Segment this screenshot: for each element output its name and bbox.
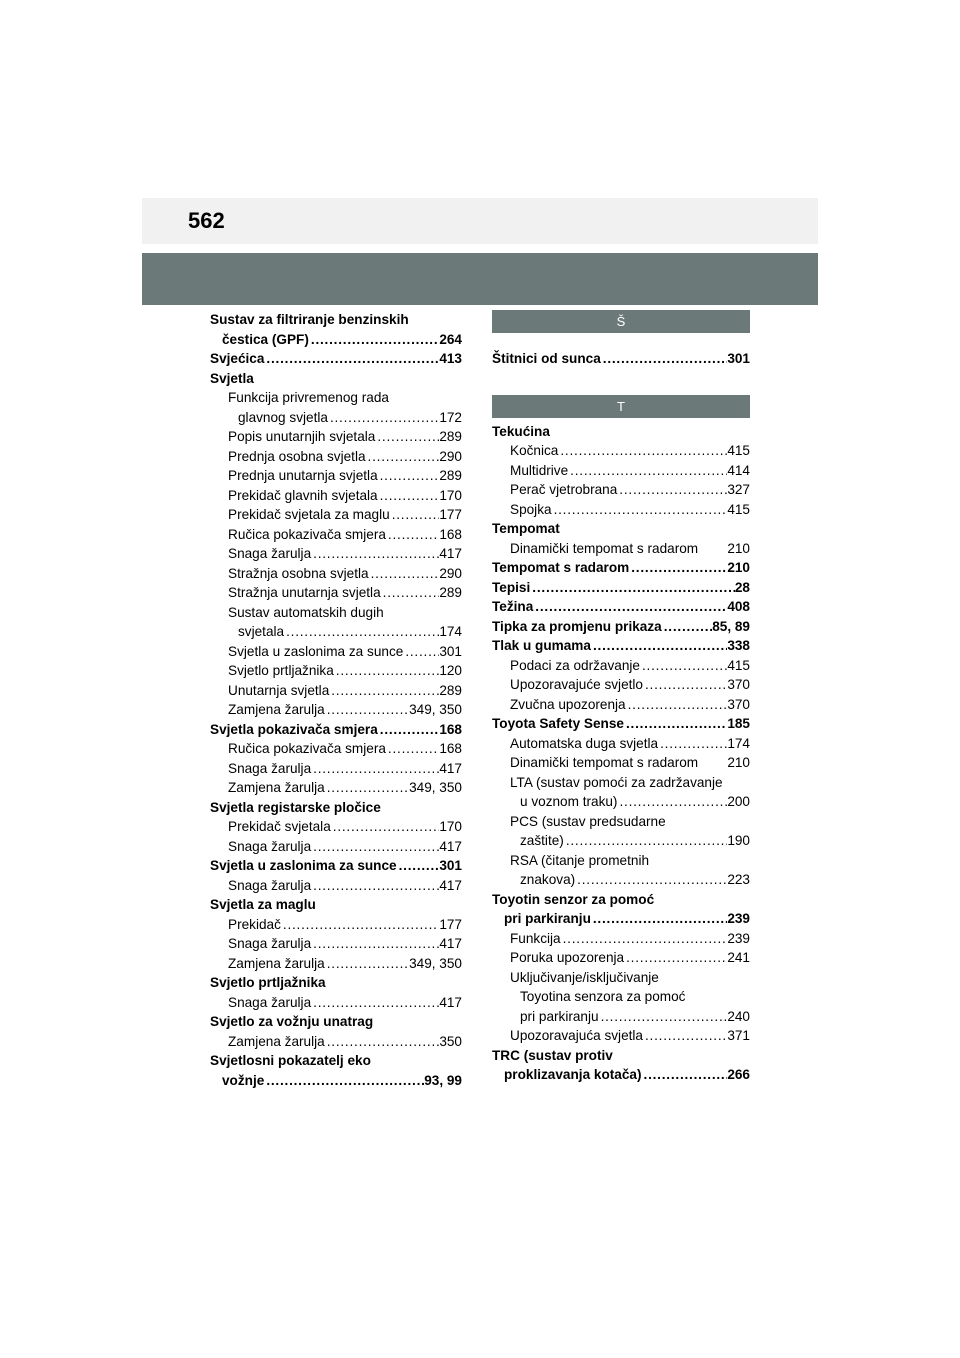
index-entry: [210, 895, 462, 915]
page-number: 562: [188, 208, 225, 233]
index-entry-text: Tipka za promjenu prikaza: [492, 618, 662, 634]
index-entry-page: 223: [727, 872, 750, 887]
header-band: [142, 198, 818, 244]
index-entry-text: Zvučna upozorenja: [510, 696, 626, 712]
index-entry-page: 93, 99: [424, 1072, 462, 1088]
index-entry-page: 210: [727, 560, 750, 575]
dot-leader: [561, 929, 728, 949]
index-entry: [492, 558, 750, 578]
index-entry: [492, 480, 750, 500]
index-entry: [492, 461, 750, 481]
index-entry: [210, 778, 462, 798]
index-entry: [492, 422, 750, 442]
index-entry-text: Snaga žarulja: [228, 877, 312, 893]
dot-leader: [264, 349, 439, 369]
index-entry-page: 289: [439, 429, 462, 444]
dot-leader: [629, 558, 727, 578]
dot-leader: [284, 622, 439, 642]
dot-leader: [325, 954, 409, 974]
index-entry-text: Snaga žarulja: [228, 994, 312, 1010]
index-entry-text: u voznom traku): [520, 794, 618, 809]
index-entry: [210, 544, 462, 564]
index-entry: [492, 753, 750, 773]
dot-leader: [643, 675, 727, 695]
index-entry: [210, 856, 462, 876]
index-entry: [492, 539, 750, 559]
dot-leader: [626, 695, 728, 715]
dot-leader: [617, 480, 727, 500]
dot-leader: [366, 447, 440, 467]
dot-leader: [369, 564, 440, 584]
index-entry-text: Svjetlo za vožnju unatrag: [210, 1014, 374, 1029]
index-entry-text: Snaga žarulja: [228, 838, 312, 854]
index-entry: [210, 447, 462, 467]
index-entry: [210, 603, 462, 623]
dot-leader: [601, 349, 728, 369]
index-entry: [210, 1012, 462, 1032]
index-entry-text: Prekidač svjetala za maglu: [228, 507, 390, 522]
index-entry: [492, 636, 750, 656]
index-entry-text: Zamjena žarulja: [228, 1033, 325, 1049]
index-entry-text: Prekidač: [228, 916, 281, 932]
index-entry-text: Upozoravajuća svjetla: [510, 1028, 643, 1043]
index-entry-text: Uključivanje/isključivanje: [510, 969, 659, 985]
index-entry-text: Svjetlo prtljažnika: [228, 663, 334, 678]
index-entry-text: Tempomat s radarom: [492, 560, 630, 575]
dot-leader: [311, 934, 439, 954]
index-entry-text: Svjetla u zaslonima za sunce: [210, 858, 397, 873]
index-entry-text: Unutarnja svjetla: [228, 682, 330, 698]
index-entry-page: 301: [439, 858, 462, 873]
index-entry-text: proklizavanja kotača): [504, 1067, 642, 1082]
index-column-left: [210, 310, 462, 1090]
index-entry-text: vožnje: [222, 1072, 265, 1088]
dot-leader: [331, 817, 440, 837]
index-entry: [210, 661, 462, 681]
index-entry-page: 240: [727, 1008, 750, 1024]
index-entry-text: Stražnja osobna svjetla: [228, 565, 369, 581]
index-entry: [210, 720, 462, 740]
index-entry: [210, 700, 462, 720]
index-entry: [210, 349, 462, 369]
index-entry-text: Snaga žarulja: [228, 546, 312, 561]
index-entry-text: Popis unutarnjih svjetala: [228, 429, 376, 444]
index-entry: [492, 812, 750, 832]
index-entry-page: 168: [439, 526, 462, 542]
index-entry-page: 210: [727, 755, 750, 770]
index-list-s: [492, 349, 750, 369]
dot-leader: [643, 1026, 727, 1046]
index-entry: [492, 1026, 750, 1046]
index-entry-page: 415: [727, 501, 750, 517]
index-entry: [210, 681, 462, 701]
index-entry-text: Sustav za filtriranje benzinskih: [210, 312, 409, 327]
index-entry-page: 170: [439, 487, 462, 503]
dot-leader: [386, 525, 439, 545]
index-entry-text: Funkcija: [510, 930, 561, 946]
index-entry: [210, 954, 462, 974]
index-entry: [492, 948, 750, 968]
dot-leader: [311, 993, 439, 1013]
index-entry: [210, 369, 462, 389]
index-entry: [492, 968, 750, 988]
index-entry-text: Dinamički tempomat s radarom: [510, 755, 699, 770]
dot-leader: [568, 461, 727, 481]
index-entry: [210, 330, 462, 350]
index-entry: [210, 642, 462, 662]
index-entry-page: 349, 350: [409, 780, 462, 795]
index-entry-page: 415: [727, 657, 750, 673]
index-entry: [492, 851, 750, 871]
index-entry-page: 408: [727, 599, 750, 614]
dot-leader: [599, 1007, 728, 1027]
index-entry-text: Podaci za održavanje: [510, 657, 640, 673]
index-entry-page: 290: [439, 448, 462, 464]
index-entry-text: Sustav automatskih dugih: [228, 604, 384, 620]
index-entry-page: 414: [727, 462, 750, 478]
dot-leader: [403, 642, 439, 662]
index-entry: [492, 675, 750, 695]
dot-leader: [328, 408, 439, 428]
index-entry: [492, 734, 750, 754]
index-entry: [210, 427, 462, 447]
index-entry: [210, 1051, 462, 1071]
index-entry-text: Svjetla u zaslonima za sunce: [228, 643, 404, 659]
index-list-left: [210, 310, 462, 1090]
index-entry-page: 289: [439, 468, 462, 483]
index-entry: [492, 1065, 750, 1085]
index-entry-page: 417: [439, 760, 462, 776]
index-entry-text: Svjetla pokazivača smjera: [210, 721, 378, 737]
index-entry-page: 289: [439, 682, 462, 698]
index-entry-text: Težina: [492, 599, 534, 614]
index-entry-page: 417: [439, 877, 462, 893]
dot-leader: [378, 486, 440, 506]
dot-leader: [640, 656, 727, 676]
index-entry: [492, 656, 750, 676]
index-entry: [492, 987, 750, 1007]
index-entry-text: Prekidač svjetala: [228, 819, 331, 834]
dot-leader: [390, 505, 440, 525]
dot-leader: [325, 700, 409, 720]
index-entry-page: 349, 350: [409, 955, 462, 971]
dot-leader: [591, 909, 727, 929]
dot-leader: [386, 739, 439, 759]
index-entry-page: 413: [439, 351, 462, 366]
index-entry: [210, 388, 462, 408]
index-entry: [492, 500, 750, 520]
index-entry-text: Prednja unutarnja svjetla: [228, 468, 378, 483]
dot-leader: [375, 427, 439, 447]
dot-leader: [311, 837, 439, 857]
index-entry: [492, 870, 750, 890]
index-entry-page: 190: [727, 833, 750, 848]
index-entry-page: 85, 89: [712, 618, 750, 634]
index-entry-text: svjetala: [238, 624, 285, 639]
index-entry: [492, 617, 750, 637]
index-entry: [492, 695, 750, 715]
index-entry: [210, 525, 462, 545]
dot-leader: [530, 578, 735, 598]
index-entry-page: 239: [727, 911, 750, 926]
index-entry-text: Dinamički tempomat s radarom: [510, 540, 699, 556]
dot-leader: [564, 831, 727, 851]
index-entry-text: Prednja osobna svjetla: [228, 448, 366, 464]
index-entry-text: Zamjena žarulja: [228, 955, 325, 971]
index-entry: [492, 909, 750, 929]
dot-leader: [329, 681, 439, 701]
index-entry-page: 266: [727, 1067, 750, 1082]
index-entry: [210, 876, 462, 896]
index-entry-page: 349, 350: [409, 702, 462, 717]
dot-leader: [397, 856, 440, 876]
index-entry-text: Spojka: [510, 501, 552, 517]
index-entry-text: Snaga žarulja: [228, 760, 312, 776]
index-entry-page: 290: [439, 565, 462, 581]
section-header-t: T: [492, 395, 750, 418]
dot-leader: [642, 1065, 728, 1085]
dot-leader: [624, 948, 727, 968]
index-entry: [210, 915, 462, 935]
index-entry: [492, 349, 750, 369]
index-entry: [492, 1007, 750, 1027]
index-entry: [492, 714, 750, 734]
index-entry: [210, 739, 462, 759]
index-entry-text: Svjećica: [210, 351, 265, 366]
index-entry-text: Tempomat: [492, 521, 560, 536]
index-entry-text: Svjetlo prtljažnika: [210, 975, 326, 990]
dot-leader: [309, 330, 439, 350]
index-entry: [210, 993, 462, 1013]
index-entry-page: 301: [727, 351, 750, 366]
dot-leader: [558, 441, 727, 461]
index-entry: [210, 817, 462, 837]
index-entry: [210, 1071, 462, 1091]
dot-leader: [378, 466, 440, 486]
dot-leader: [325, 1032, 440, 1052]
index-entry: [210, 486, 462, 506]
index-entry: [210, 934, 462, 954]
dot-leader: [381, 583, 440, 603]
dot-leader: [575, 870, 727, 890]
index-list-t: [492, 422, 750, 1085]
index-entry: [210, 798, 462, 818]
index-entry-text: PCS (sustav predsudarne: [510, 813, 666, 829]
index-entry-text: Poruka upozorenja: [510, 950, 625, 965]
index-entry-page: 185: [727, 716, 750, 731]
index-entry-page: 172: [439, 409, 462, 425]
index-entry-text: Toyota Safety Sense: [492, 716, 624, 731]
index-entry: [210, 505, 462, 525]
index-entry: [492, 578, 750, 598]
index-entry-text: Štitnici od sunca: [492, 351, 601, 366]
index-entry-page: 264: [439, 331, 462, 347]
index-entry-page: 417: [439, 994, 462, 1010]
index-entry-text: Multidrive: [510, 462, 569, 478]
index-entry: [210, 837, 462, 857]
index-column-right: [492, 310, 750, 1085]
index-entry-text: Funkcija privremenog rada: [228, 390, 389, 405]
index-entry-page: 417: [439, 546, 462, 561]
index-entry-page: 241: [727, 950, 750, 965]
index-entry-page: 170: [439, 819, 462, 834]
index-entry-text: Toyotina senzora za pomoć: [520, 989, 686, 1004]
index-entry-text: Zamjena žarulja: [228, 780, 325, 795]
index-entry-text: Automatska duga svjetla: [510, 735, 659, 751]
index-entry-page: 370: [727, 677, 750, 692]
index-entry-text: Prekidač glavnih svjetala: [228, 487, 378, 503]
dot-leader: [533, 597, 727, 617]
index-entry-text: Svjetla registarske pločice: [210, 799, 381, 815]
index-entry-page: 338: [727, 638, 750, 653]
index-entry-page: 417: [439, 936, 462, 951]
index-entry-page: 239: [727, 930, 750, 946]
index-entry-page: 174: [439, 624, 462, 639]
index-entry-page: 168: [439, 741, 462, 756]
index-entry-page: 370: [727, 696, 750, 712]
title-bar: [142, 253, 818, 305]
index-entry-text: pri parkiranju: [520, 1008, 599, 1024]
index-entry-page: 417: [439, 838, 462, 854]
dot-leader: [264, 1071, 424, 1091]
index-entry: [492, 792, 750, 812]
index-entry-text: Kočnica: [510, 443, 559, 458]
index-entry-text: pri parkiranju: [504, 911, 591, 926]
index-entry-page: 350: [439, 1033, 462, 1049]
index-entry: [210, 466, 462, 486]
index-entry-text: Svjetla za maglu: [210, 897, 316, 912]
index-entry-text: TRC (sustav protiv: [492, 1047, 613, 1063]
index-entry-page: 210: [727, 540, 750, 556]
index-entry-text: Svjetlosni pokazatelj eko: [210, 1053, 371, 1068]
dot-leader: [334, 661, 440, 681]
index-entry-text: Tekućina: [492, 423, 550, 439]
index-entry-page: 415: [727, 443, 750, 458]
dot-leader: [591, 636, 727, 656]
index-entry-text: čestica (GPF): [222, 331, 309, 347]
index-entry-text: Tepisi: [492, 579, 531, 595]
index-entry: [492, 441, 750, 461]
index-entry-page: 177: [439, 507, 462, 522]
index-entry-page: 174: [727, 735, 750, 751]
section-header-s: Š: [492, 310, 750, 333]
index-entry-text: Svjetla: [210, 370, 254, 386]
index-entry: [210, 622, 462, 642]
index-entry-text: Upozoravajuće svjetlo: [510, 677, 643, 692]
index-entry: [210, 310, 462, 330]
dot-leader: [617, 792, 727, 812]
index-entry: [492, 831, 750, 851]
dot-leader: [311, 876, 439, 896]
dot-leader: [311, 544, 439, 564]
index-entry-page: 289: [439, 585, 462, 600]
dot-leader: [325, 778, 409, 798]
index-entry-page: 200: [727, 794, 750, 809]
index-entry-text: RSA (čitanje prometnih: [510, 852, 650, 868]
dot-leader: [662, 617, 712, 637]
index-entry-text: Stražnja unutarnja svjetla: [228, 585, 381, 600]
index-entry-text: znakova): [520, 872, 576, 887]
index-entry-text: glavnog svjetla: [238, 409, 328, 425]
dot-leader: [378, 720, 440, 740]
index-entry-page: 28: [734, 579, 750, 595]
index-entry: [210, 973, 462, 993]
index-entry: [210, 583, 462, 603]
index-entry-text: Zamjena žarulja: [228, 702, 325, 717]
index-entry-text: LTA (sustav pomoći za zadržavanje: [510, 774, 723, 790]
index-entry-page: 371: [727, 1028, 750, 1043]
index-entry-text: Ručica pokazivača smjera: [228, 741, 386, 756]
index-entry-page: 327: [727, 482, 750, 497]
index-entry-page: 301: [439, 643, 462, 659]
index-entry: [210, 408, 462, 428]
index-entry-text: Perač vjetrobrana: [510, 482, 618, 497]
index-entry-text: Ručica pokazivača smjera: [228, 526, 386, 542]
index-entry: [492, 890, 750, 910]
dot-leader: [311, 759, 439, 779]
index-entry: [210, 759, 462, 779]
index-entry-text: zaštite): [520, 833, 564, 848]
index-entry: [492, 1046, 750, 1066]
dot-leader: [658, 734, 727, 754]
index-entry: [210, 564, 462, 584]
index-entry-page: 168: [439, 721, 462, 737]
index-entry-text: Toyotin senzor za pomoć: [492, 891, 655, 907]
index-entry: [492, 929, 750, 949]
index-entry-page: 177: [439, 916, 462, 932]
index-entry-page: 120: [439, 663, 462, 678]
index-entry-text: Snaga žarulja: [228, 936, 312, 951]
index-entry-text: Tlak u gumama: [492, 638, 591, 653]
dot-leader: [624, 714, 727, 734]
dot-leader: [281, 915, 439, 935]
index-entry: [492, 519, 750, 539]
dot-leader: [552, 500, 728, 520]
index-entry: [210, 1032, 462, 1052]
index-entry: [492, 773, 750, 793]
index-entry: [492, 597, 750, 617]
